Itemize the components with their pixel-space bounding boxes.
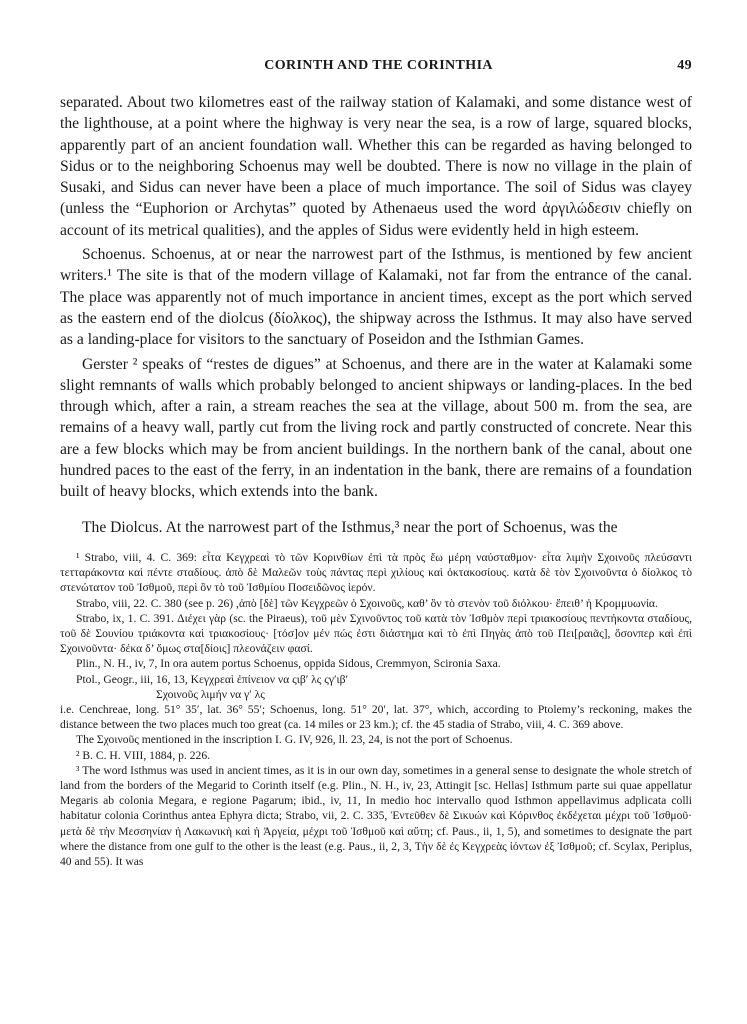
footnote-1-inscription: The Σχοινοῦς mentioned in the inscription I. G. IV, 926, ll. 23, 24, is not the port of Schoenus. (76, 733, 513, 747)
footnote-1-strabo-391: Strabo, ix, 1. C. 391. Διέχει γὰρ (sc. the Piraeus), τοῦ μὲν Σχινοῦντος τοῦ κατὰ τὸν Ἰσθμὸν περὶ τριακοσίους πεντήκοντα σταδίους, τοῦ δὲ Σουνίου τριάκοντα καὶ τριακοσίους· [τόσ]ον μέν πώς ἐστι διάστημα καὶ τὸ ἐπὶ Πηγὰς ἀπὸ τοῦ Πει[ραιᾶς], ὅσονπερ καὶ ἐπὶ Σχοινοῦντα· δέκα δ’ ὅμως στα[δίοις] πλεονάζειν φασί. (60, 611, 692, 656)
footnote-1: ¹ Strabo, viii, 4. C. 369: εἶτα Κεγχρεαὶ τὸ τῶν Κορινθίων ἐπὶ τὰ πρὸς ἔω μέρη ναύσταθμον· εἶτα λιμὴν Σχοινοῦς πλεύσαντι τετταράκοντα καὶ πέντε σταδίους. ἀπὸ δὲ Μαλεῶν τοὺς πάντας περὶ χιλίους καὶ ὀκτακοσίους. κατὰ δὲ τὸν Σχοινοῦντα ὁ δίολκος τὸ στενώτατον τοῦ Ἰσθμοῦ, περὶ ὃν τὸ τοῦ Ἰσθμίου Ποσειδῶνος ἱερόν. (60, 550, 692, 595)
book-page (60, 58, 692, 869)
footnote-2: ² B. C. H. VIII, 1884, p. 226. (76, 748, 211, 762)
running-header (60, 58, 692, 74)
page-number: 49 (677, 58, 692, 73)
footnote-1-ptolemy: Ptol., Geogr., iii, 16, 13, Κεγχρεαὶ ἐπίνειον να ςιβ′ λς ςγ′ιβ′ (76, 672, 349, 686)
body-paragraph: separated. About two kilometres east of the railway station of Kalamaki, and some distance west of the lighthouse, at a point where the highway is very near the sea, is a row of large, squared blocks, apparently part of an ancient foundation wall. Whether this can be regarded as having belonged to Sidus or to the neighboring Schoenus may well be doubted. There is now no village in the plain of Susaki, and Sidus can never have been a place of much importance. The soil of Sidus was clayey (unless the “Euphorion or Archytas” quoted by Athenaeus used the word ἀργιλώδεσιν chiefly on account of its metrical qualities), and the apples of Sidus were evidently held in high esteem. (60, 94, 692, 239)
body-paragraph-diolcus: The Diolcus. At the narrowest part of the Isthmus,³ near the port of Schoenus, was the (82, 518, 618, 536)
body-paragraph-schoenus: Schoenus. Schoenus, at or near the narrowest part of the Isthmus, is mentioned by few ancient writers.¹ The site is that of the modern village of Kalamaki, not far from the entrance of the canal. The place was apparently not of much importance in ancient times, except as the port which served as the eastern end of the diolcus (δίολκος), the shipway across the Isthmus. It may also have served as a landing-place for visitors to the sanctuary of Poseidon and the Isthmian Games. (60, 246, 692, 349)
footnote-1-coordinates: i.e. Cenchreae, long. 51° 35′, lat. 36° 55′; Schoenus, long. 51° 20′, lat. 37°, which, according to Ptolemy’s reckoning, makes the distance between the two places much too great (ca. 14 miles or 23 km.); cf. the 45 stadia of Strabo, viii, 4. C. 369 above. (60, 702, 692, 732)
footnote-1-strabo-380: Strabo, viii, 22. C. 380 (see p. 26) ,ἀπὸ [δὲ] τῶν Κεγχρεῶν ὁ Σχοινοῦς, καθ’ ὃν τὸ στενὸν τοῦ διόλκου· ἔπειθ’ ἡ Κρομμυωνία. (76, 596, 658, 610)
running-title: CORINTH AND THE CORINTHIA (264, 58, 493, 73)
footnote-1-ptolemy-schoenus: Σχοινοῦς λιμήν να γ′ λς (156, 687, 265, 701)
footnote-3: ³ The word Isthmus was used in ancient times, as it is in our own day, sometimes in a general sense to designate the whole stretch of land from the borders of the Megarid to Corinth itself (e.g. Plin., N. H., iv, 23, Attingit [sc. Hellas] Isthmum parte sui quae appellatur Megaris ab colonia Megara, e regione Pagarum; ibid., iv, 11, In medio hoc intervallo quod Isthmon appellavimus adplicata colli habitatur colonia Corinthus antea Ephyra dicta; Strabo, vii, 2. C. 335, Ἐντεῦθεν δὲ Σικυών καὶ Κόρινθος ἐκδέχεται μέχρι τοῦ Ἰσθμοῦ· μετὰ δὲ τὴν Μεσσηνίαν ἡ Λακωνικὴ καὶ ἡ Ἀργεία, μέχρι τοῦ Ἰσθμοῦ καὶ αὕτη; cf. Paus., ii, 1, 5), and sometimes to designate the part where the distance from one gulf to the other is the least (e.g. Paus., ii, 2, 3, Τὴν δὲ ἐς Κεγχρεὰς ἰόντων ἐξ Ἰσθμοῦ; cf. Scylax, Periplus, 40 and 55). It was (60, 763, 692, 868)
main-text (60, 92, 692, 538)
body-paragraph-gerster: Gerster ² speaks of “restes de digues” at Schoenus, and there are in the water at Kalamaki some slight remnants of walls which probably belonged to ancient shipways or landing-places. In the bed through which, after a rain, a stream reaches the sea at the village, about 500 m. from the sea, are remains of a heavy wall, partly cut from the living rock and partly constructed of concrete. Near this are a few blocks which may be from ancient buildings. In the northern bank of the canal, about one hundred paces to the east of the ferry, in an indentation in the bank, there are remains of a foundation built of heavy blocks, which extends into the bank. (60, 355, 692, 501)
footnote-1-pliny: Plin., N. H., iv, 7, In ora autem portus Schoenus, oppida Sidous, Cremmyon, Scironia Saxa. (76, 657, 501, 671)
footnotes (60, 550, 692, 869)
